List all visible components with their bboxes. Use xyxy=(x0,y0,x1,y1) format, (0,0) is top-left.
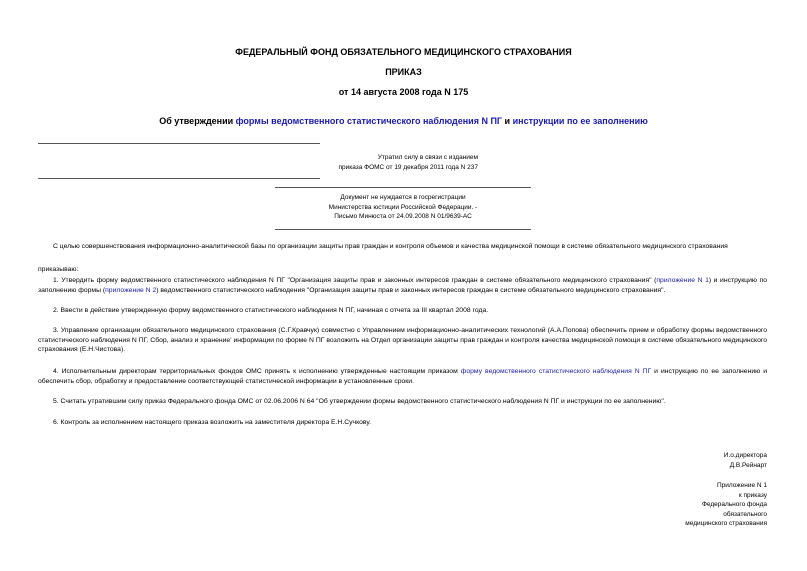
intro-paragraph: С целью совершенствования информационно-аналитической базы по организации защиты прав граждан и контроля объемов и качества медицинской помощи в системе обязательного медицинского страхования xyxy=(53,243,728,250)
appendix-line5: медицинского страхования xyxy=(685,520,767,527)
signature-name: Д.В.Рейнарт xyxy=(729,461,767,469)
p1-text-a: 1. Утвердить форму ведомственного статистического наблюдения N ПГ "Организация защиты прав и законных интересов граждан в системе обязательного медицинского страхования" ( xyxy=(53,277,657,284)
appendix-line4: обязательного xyxy=(723,510,767,518)
paragraph-4 xyxy=(38,367,767,386)
paragraph-2: 2. Ввести в действие утвержденную форму ведомственного статистического наблюдения N ПГ, начиная с отчета за III квартал 2008 года. xyxy=(53,307,489,314)
organization-name: ФЕДЕРАЛЬНЫЙ ФОНД ОБЯЗАТЕЛЬНОГО МЕДИЦИНСКОГО СТРАХОВАНИЯ xyxy=(235,47,572,57)
appendix-line2: к приказу xyxy=(738,491,767,499)
appendix-line3: Федерального фонда xyxy=(701,501,767,508)
title-instruction-link[interactable]: инструкции по ее заполнению xyxy=(512,116,648,126)
registration-line3: Письмо Минюста от 24.09.2008 N 01/9639-АС xyxy=(334,213,472,220)
registration-note xyxy=(275,193,531,222)
appendix-header xyxy=(685,481,767,529)
p1-text-b: ) и инструкцию по заполнению формы ( xyxy=(38,277,767,294)
appendix-2-link[interactable]: приложение N 2 xyxy=(105,286,157,294)
paragraph-5: 5. Считать утратившим силу приказ Федерального фонда ОМС от 02.06.2006 N 64 "Об утверждении формы ведомственного статистического наблюдения N ПГ и инструкции по ее заполнению". xyxy=(53,398,666,405)
lost-force-line1: Утратил силу в связи с изданием xyxy=(377,154,478,161)
title-form-link[interactable]: формы ведомственного статистического наблюдения N ПГ xyxy=(235,116,503,126)
paragraph-3: 3. Управление организации обязательного медицинского страхования (С.Г.Кравчук) совместно с Управлением информационно-аналитических технологий (А.А.Попова) обеспечить прием и обработку формы ведомственного статистического наблюдения N ПГ. Сбор, анализ и хранение' информации по форме N ПГ возложить на Отдел организации защиты прав граждан и контроля качества медицинской помощи в системе обязательного медицинского страхования (Е.Н.Чистова). xyxy=(38,327,767,353)
document-title xyxy=(0,116,807,126)
appendix-line1: Приложение N 1 xyxy=(716,482,767,489)
title-prefix: Об утверждении xyxy=(159,116,236,126)
appendix-1-link[interactable]: приложение N 1 xyxy=(656,277,709,284)
document-type: ПРИКАЗ xyxy=(385,67,422,77)
divider xyxy=(38,143,320,144)
signature-position: И.о.директора xyxy=(723,452,767,459)
paragraph-6: 6. Контроль за исполнением настоящего приказа возложить на заместителя директора Е.Н.Сучкову. xyxy=(53,419,371,426)
registration-line1: Документ не нуждается в госрегистрации xyxy=(340,194,466,201)
registration-line2: Министерства юстиции Российской Федерации. - xyxy=(328,203,478,211)
title-middle: и xyxy=(502,116,513,126)
lost-force-note xyxy=(38,153,478,172)
p4-text-a: 4. Исполнительным директорам территориальных фондов ОМС принять к исполнению утвержденные настоящим приказом xyxy=(53,368,461,375)
order-word: приказываю: xyxy=(38,266,79,273)
form-pg-link[interactable]: форму ведомственного статистического наблюдения N ПГ xyxy=(460,368,652,375)
divider xyxy=(275,187,531,188)
lost-force-line2: приказа ФОМС от 19 декабря 2011 года N 237 xyxy=(338,163,478,171)
document-date: от 14 августа 2008 года N 175 xyxy=(338,87,469,97)
signature-block xyxy=(724,451,767,470)
divider xyxy=(275,229,531,230)
paragraph-1 xyxy=(38,276,767,295)
p1-text-c: ) ведомственного статистического наблюдения "Организация защиты прав и законных интересов граждан в системе обязательного медицинского страхования". xyxy=(156,286,666,294)
divider xyxy=(38,178,320,179)
p4-text-b: и инструкцию по ее заполнению и обеспечить сбор, обработку и предоставление соответствующей статистической информации в установленные сроки. xyxy=(38,368,767,385)
